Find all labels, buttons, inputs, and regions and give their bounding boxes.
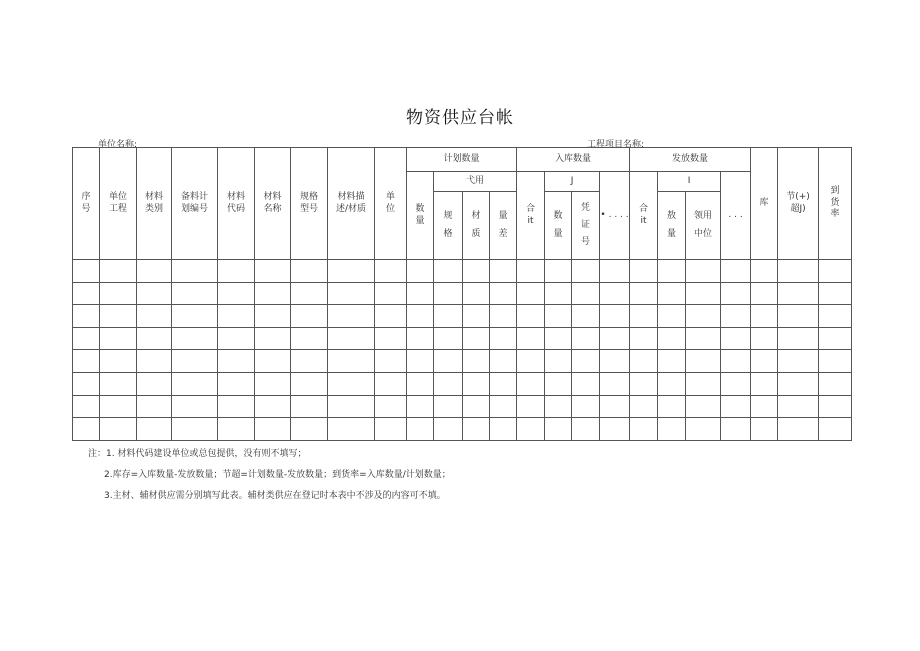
table-cell[interactable] <box>218 327 255 350</box>
table-cell[interactable] <box>137 372 172 395</box>
table-cell[interactable] <box>255 372 291 395</box>
table-cell[interactable] <box>721 305 751 328</box>
table-cell[interactable] <box>172 395 218 418</box>
table-cell[interactable] <box>407 350 434 373</box>
col-issue-recv-unit: 领用 中位 <box>686 192 721 260</box>
col-plan-spec: 规 格 <box>434 192 463 260</box>
col-inbound-qty: 数 量 <box>545 192 572 260</box>
table-cell[interactable] <box>73 282 100 305</box>
table-cell[interactable] <box>686 327 721 350</box>
table-cell[interactable] <box>630 350 658 373</box>
table-cell[interactable] <box>819 418 852 441</box>
table-cell[interactable] <box>751 418 778 441</box>
table-cell[interactable] <box>255 395 291 418</box>
table-cell[interactable] <box>328 350 375 373</box>
table-cell[interactable] <box>407 260 434 283</box>
table-cell[interactable] <box>545 350 572 373</box>
table-cell[interactable] <box>434 260 463 283</box>
table-cell[interactable] <box>218 305 255 328</box>
table-cell[interactable] <box>751 282 778 305</box>
table-cell[interactable] <box>218 395 255 418</box>
table-cell[interactable] <box>721 372 751 395</box>
table-cell[interactable] <box>517 395 545 418</box>
table-cell[interactable] <box>73 372 100 395</box>
table-cell[interactable] <box>218 372 255 395</box>
table-cell[interactable] <box>434 350 463 373</box>
table-cell[interactable] <box>686 282 721 305</box>
table-cell[interactable] <box>463 395 490 418</box>
table-cell[interactable] <box>658 418 686 441</box>
table-cell[interactable] <box>218 350 255 373</box>
table-cell[interactable] <box>137 305 172 328</box>
table-cell[interactable] <box>73 305 100 328</box>
table-cell[interactable] <box>328 305 375 328</box>
table-cell[interactable] <box>375 395 407 418</box>
table-cell[interactable] <box>434 372 463 395</box>
table-cell[interactable] <box>819 305 852 328</box>
note-3: 3.主材、辅材供应需分别填写此表。辅材类供应在登记时本表中不涉及的内容可不填。 <box>104 491 446 501</box>
note-1: 注：1. 材料代码建设单位或总包提供，没有则不填写； <box>88 449 307 459</box>
table-cell[interactable] <box>600 327 630 350</box>
table-row <box>73 372 852 395</box>
table-cell[interactable] <box>291 260 328 283</box>
table-row <box>73 305 852 328</box>
table-cell[interactable] <box>686 372 721 395</box>
table-cell[interactable] <box>291 327 328 350</box>
table-cell[interactable] <box>73 260 100 283</box>
col-unit: 单 位 <box>375 148 407 260</box>
table-cell[interactable] <box>463 350 490 373</box>
table-cell[interactable] <box>291 418 328 441</box>
table-cell[interactable] <box>291 372 328 395</box>
table-cell[interactable] <box>545 305 572 328</box>
table-cell[interactable] <box>600 395 630 418</box>
table-cell[interactable] <box>751 395 778 418</box>
table-cell[interactable] <box>100 305 137 328</box>
col-inbound-voucher: 凭 证 号 <box>572 192 600 260</box>
table-cell[interactable] <box>751 260 778 283</box>
table-cell[interactable] <box>73 350 100 373</box>
table-cell[interactable] <box>517 350 545 373</box>
col-material-category: 材料 类别 <box>137 148 172 260</box>
col-issue-more: . . . <box>721 172 751 260</box>
table-cell[interactable] <box>819 395 852 418</box>
table-cell[interactable] <box>328 282 375 305</box>
table-cell[interactable] <box>658 327 686 350</box>
table-cell[interactable] <box>572 350 600 373</box>
table-cell[interactable] <box>463 282 490 305</box>
table-cell[interactable] <box>545 327 572 350</box>
table-cell[interactable] <box>517 327 545 350</box>
col-seq: 序 号 <box>73 148 100 260</box>
table-cell[interactable] <box>490 395 517 418</box>
table-cell[interactable] <box>490 372 517 395</box>
col-save-over: 节(+) 超J) <box>778 148 819 260</box>
table-cell[interactable] <box>100 418 137 441</box>
col-prep-plan-no: 备料计 划编号 <box>172 148 218 260</box>
table-cell[interactable] <box>721 395 751 418</box>
table-cell[interactable] <box>137 282 172 305</box>
table-cell[interactable] <box>172 372 218 395</box>
table-cell[interactable] <box>407 282 434 305</box>
table-cell[interactable] <box>721 418 751 441</box>
table-cell[interactable] <box>328 327 375 350</box>
table-cell[interactable] <box>255 305 291 328</box>
col-stock: 库 <box>751 148 778 260</box>
col-inbound-more: • . . . . <box>600 172 630 260</box>
table-cell[interactable] <box>375 418 407 441</box>
table-cell[interactable] <box>463 418 490 441</box>
table-cell[interactable] <box>434 395 463 418</box>
table-cell[interactable] <box>407 395 434 418</box>
table-cell[interactable] <box>172 305 218 328</box>
table-cell[interactable] <box>218 282 255 305</box>
table-cell[interactable] <box>517 282 545 305</box>
table-cell[interactable] <box>721 260 751 283</box>
table-cell[interactable] <box>572 327 600 350</box>
table-cell[interactable] <box>751 327 778 350</box>
table-cell[interactable] <box>819 260 852 283</box>
table-row <box>73 395 852 418</box>
table-cell[interactable] <box>490 260 517 283</box>
table-cell[interactable] <box>751 305 778 328</box>
table-cell[interactable] <box>545 395 572 418</box>
table-cell[interactable] <box>100 327 137 350</box>
table-cell[interactable] <box>463 305 490 328</box>
table-cell[interactable] <box>73 395 100 418</box>
table-cell[interactable] <box>100 395 137 418</box>
table-cell[interactable] <box>328 418 375 441</box>
table-cell[interactable] <box>658 305 686 328</box>
group-issue-qty: 发放数量 <box>630 148 751 172</box>
table-cell[interactable] <box>490 350 517 373</box>
col-material-code: 材料 代码 <box>218 148 255 260</box>
col-inbound-total: 合 it <box>517 172 545 260</box>
table-cell[interactable] <box>686 260 721 283</box>
table-cell[interactable] <box>778 395 819 418</box>
table-cell[interactable] <box>328 260 375 283</box>
table-cell[interactable] <box>545 282 572 305</box>
note-2: 2.库存=入库数量-发放数量；节超=计划数量-发放数量；到货率=入库数量/计划数量； <box>104 470 451 480</box>
table-cell[interactable] <box>778 282 819 305</box>
table-cell[interactable] <box>434 418 463 441</box>
table-cell[interactable] <box>137 350 172 373</box>
table-cell[interactable] <box>658 350 686 373</box>
table-cell[interactable] <box>407 327 434 350</box>
table-cell[interactable] <box>517 418 545 441</box>
table-cell[interactable] <box>73 418 100 441</box>
col-spec-model: 规格 型号 <box>291 148 328 260</box>
table-cell[interactable] <box>100 282 137 305</box>
table-cell[interactable] <box>407 305 434 328</box>
table-cell[interactable] <box>819 350 852 373</box>
table-cell[interactable] <box>291 395 328 418</box>
table-cell[interactable] <box>100 260 137 283</box>
table-cell[interactable] <box>172 418 218 441</box>
table-cell[interactable] <box>600 305 630 328</box>
table-cell[interactable] <box>600 418 630 441</box>
table-cell[interactable] <box>291 282 328 305</box>
table-cell[interactable] <box>463 327 490 350</box>
table-row <box>73 260 852 283</box>
table-cell[interactable] <box>778 350 819 373</box>
table-cell[interactable] <box>434 282 463 305</box>
table-cell[interactable] <box>721 327 751 350</box>
table-cell[interactable] <box>463 260 490 283</box>
table-cell[interactable] <box>137 260 172 283</box>
col-material-name: 材料 名称 <box>255 148 291 260</box>
table-cell[interactable] <box>686 395 721 418</box>
table-cell[interactable] <box>100 350 137 373</box>
table-cell[interactable] <box>778 372 819 395</box>
table-cell[interactable] <box>630 327 658 350</box>
table-cell[interactable] <box>658 260 686 283</box>
table-cell[interactable] <box>517 372 545 395</box>
table-cell[interactable] <box>686 305 721 328</box>
group-issue-detail: I <box>658 172 721 192</box>
table-cell[interactable] <box>819 372 852 395</box>
table-cell[interactable] <box>630 372 658 395</box>
table-cell[interactable] <box>291 350 328 373</box>
table-cell[interactable] <box>778 327 819 350</box>
table-cell[interactable] <box>630 418 658 441</box>
table-cell[interactable] <box>545 372 572 395</box>
col-arrival-rate: 到 货 率 <box>819 148 852 260</box>
table-cell[interactable] <box>218 260 255 283</box>
table-cell[interactable] <box>572 395 600 418</box>
col-plan-diff: 量 差 <box>490 192 517 260</box>
table-cell[interactable] <box>751 350 778 373</box>
table-cell[interactable] <box>658 372 686 395</box>
table-cell[interactable] <box>517 260 545 283</box>
col-issue-total: 合 it <box>630 172 658 260</box>
table-cell[interactable] <box>100 372 137 395</box>
table-cell[interactable] <box>778 305 819 328</box>
table-cell[interactable] <box>721 350 751 373</box>
project-name-label: 工程项目名称: <box>587 140 645 150</box>
table-cell[interactable] <box>600 260 630 283</box>
table-cell[interactable] <box>255 350 291 373</box>
table-cell[interactable] <box>517 305 545 328</box>
table-cell[interactable] <box>572 372 600 395</box>
table-cell[interactable] <box>255 260 291 283</box>
col-issue-qty: 敖 量 <box>658 192 686 260</box>
table-cell[interactable] <box>686 418 721 441</box>
table-row <box>73 418 852 441</box>
table-cell[interactable] <box>630 395 658 418</box>
table-cell[interactable] <box>255 327 291 350</box>
table-cell[interactable] <box>658 395 686 418</box>
table-cell[interactable] <box>407 418 434 441</box>
table-cell[interactable] <box>172 327 218 350</box>
table-cell[interactable] <box>172 350 218 373</box>
table-cell[interactable] <box>778 418 819 441</box>
table-cell[interactable] <box>490 418 517 441</box>
table-cell[interactable] <box>291 305 328 328</box>
table-cell[interactable] <box>658 282 686 305</box>
col-material-desc: 材料描 述/材质 <box>328 148 375 260</box>
table-cell[interactable] <box>721 282 751 305</box>
col-plan-material: 材 质 <box>463 192 490 260</box>
table-cell[interactable] <box>572 418 600 441</box>
table-cell[interactable] <box>328 395 375 418</box>
table-cell[interactable] <box>490 305 517 328</box>
table-row <box>73 282 852 305</box>
table-cell[interactable] <box>172 282 218 305</box>
table-cell[interactable] <box>572 260 600 283</box>
table-cell[interactable] <box>375 350 407 373</box>
table-cell[interactable] <box>545 260 572 283</box>
table-cell[interactable] <box>172 260 218 283</box>
table-cell[interactable] <box>137 327 172 350</box>
table-cell[interactable] <box>545 418 572 441</box>
table-cell[interactable] <box>255 282 291 305</box>
table-cell[interactable] <box>434 305 463 328</box>
table-cell[interactable] <box>778 260 819 283</box>
table-cell[interactable] <box>375 305 407 328</box>
table-cell[interactable] <box>819 327 852 350</box>
page-title: 物资供应台帐 <box>406 108 514 128</box>
table-cell[interactable] <box>375 260 407 283</box>
table-cell[interactable] <box>600 282 630 305</box>
table-row <box>73 327 852 350</box>
table-cell[interactable] <box>434 327 463 350</box>
col-unit-project: 单位 工程 <box>100 148 137 260</box>
table-cell[interactable] <box>600 350 630 373</box>
group-inbound-detail: J <box>545 172 600 192</box>
table-cell[interactable] <box>218 418 255 441</box>
table-cell[interactable] <box>328 372 375 395</box>
group-inbound-qty: 入库数量 <box>517 148 630 172</box>
table-cell[interactable] <box>137 395 172 418</box>
unit-name-label: 单位名称: <box>98 140 138 150</box>
table-cell[interactable] <box>463 372 490 395</box>
group-plan-substitute: 弋用 <box>434 172 517 192</box>
table-cell[interactable] <box>600 372 630 395</box>
group-plan-qty: 计划数量 <box>407 148 517 172</box>
table-cell[interactable] <box>375 282 407 305</box>
supply-ledger-table <box>72 147 852 441</box>
col-plan-qty: 数 量 <box>407 172 434 260</box>
table-row <box>73 350 852 373</box>
table-cell[interactable] <box>490 282 517 305</box>
table-cell[interactable] <box>630 282 658 305</box>
table-cell[interactable] <box>375 372 407 395</box>
table-cell[interactable] <box>375 327 407 350</box>
table-cell[interactable] <box>137 418 172 441</box>
ledger-body <box>73 260 852 441</box>
table-cell[interactable] <box>630 305 658 328</box>
table-cell[interactable] <box>407 372 434 395</box>
table-cell[interactable] <box>630 260 658 283</box>
table-cell[interactable] <box>255 418 291 441</box>
table-cell[interactable] <box>819 282 852 305</box>
table-cell[interactable] <box>686 350 721 373</box>
table-cell[interactable] <box>751 372 778 395</box>
table-cell[interactable] <box>490 327 517 350</box>
table-cell[interactable] <box>73 327 100 350</box>
table-cell[interactable] <box>572 282 600 305</box>
table-cell[interactable] <box>572 305 600 328</box>
